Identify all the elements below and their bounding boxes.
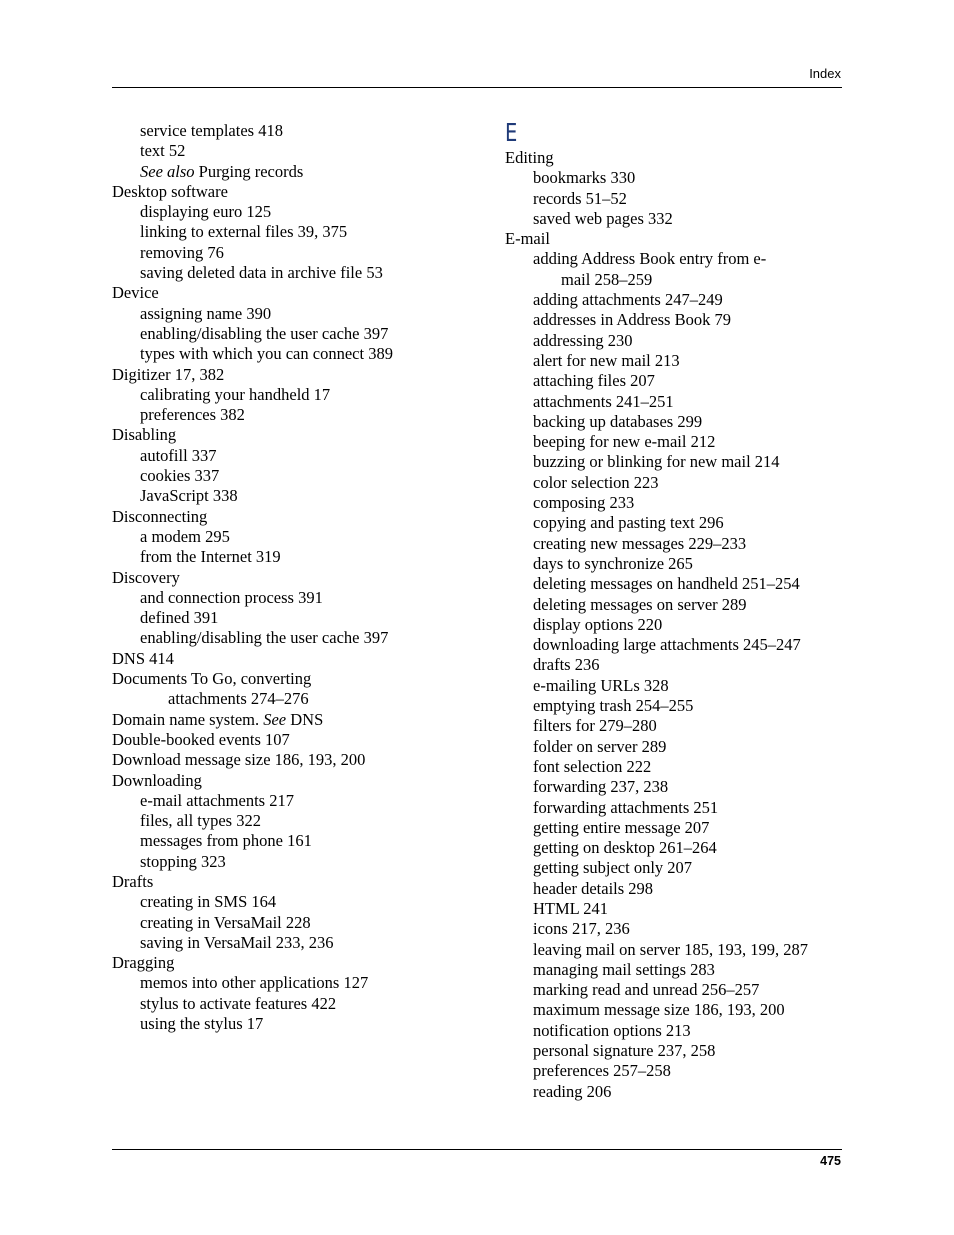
subentry-text: stylus to activate features 422 — [140, 993, 337, 1013]
index-subentry — [505, 493, 850, 513]
subentry-text: memos into other applications 127 — [140, 973, 369, 993]
subentry-text: saving in VersaMail 233, 236 — [140, 932, 334, 952]
index-subentry — [112, 202, 482, 222]
index-subentry — [505, 1021, 850, 1041]
index-subentry — [112, 324, 482, 344]
subentry-text: marking read and unread 256–257 — [533, 980, 760, 1000]
index-entry — [505, 229, 850, 249]
entry-text: Double-booked events 107 — [112, 729, 290, 749]
header-rule — [112, 87, 842, 88]
index-subentry — [505, 209, 850, 229]
entry-text: Digitizer 17, 382 — [112, 364, 225, 384]
index-subentry — [505, 574, 850, 594]
index-subentry — [112, 405, 482, 425]
subentry-text: files, all types 322 — [140, 811, 261, 831]
subentry-text: deleting messages on handheld 251–254 — [533, 574, 800, 594]
subentry-text: records 51–52 — [533, 188, 627, 208]
subentry-text: saved web pages 332 — [533, 208, 673, 228]
entry-continuation: mail 258–259 — [561, 269, 653, 289]
index-column-left — [112, 121, 482, 1034]
entry-text: Domain name system. — [112, 709, 264, 729]
subentry-text: addressing 230 — [533, 330, 633, 350]
index-subentry — [112, 831, 482, 851]
index-subentry — [505, 838, 850, 858]
index-subentry — [112, 892, 482, 912]
index-subentry — [505, 899, 850, 919]
subentry-text: adding Address Book entry from e- — [533, 249, 767, 269]
index-subentry — [505, 290, 850, 310]
index-subentry — [112, 973, 482, 993]
index-subentry — [112, 304, 482, 324]
index-subentry — [505, 716, 850, 736]
subentry-text: font selection 222 — [533, 756, 652, 776]
subentry-text: emptying trash 254–255 — [533, 696, 694, 716]
index-subentry — [112, 628, 482, 648]
index-subentry — [505, 777, 850, 797]
page-number: 475 — [820, 1154, 841, 1168]
subentry-text: JavaScript 338 — [140, 486, 238, 506]
entry-text: E-mail — [505, 229, 550, 249]
subentry-text: display options 220 — [533, 614, 663, 634]
index-entries-right — [505, 148, 850, 1102]
subentry-text: notification options 213 — [533, 1020, 691, 1040]
subentry-text: e-mailing URLs 328 — [533, 675, 669, 695]
index-subentry — [505, 798, 850, 818]
subentry-text: e-mail attachments 217 — [140, 790, 294, 810]
index-subentry — [505, 818, 850, 838]
index-subentry — [112, 852, 482, 872]
entry-text: Discovery — [112, 567, 180, 587]
index-subentry — [505, 1082, 850, 1102]
index-subentry — [505, 737, 850, 757]
index-subentry — [505, 392, 850, 412]
subentry-text: maximum message size 186, 193, 200 — [533, 1000, 785, 1020]
entry-text: Editing — [505, 148, 554, 167]
entry-text: Disabling — [112, 425, 177, 445]
index-subentry — [112, 121, 482, 141]
index-subentry — [505, 168, 850, 188]
index-column-right — [505, 118, 850, 1102]
subentry-text: removing 76 — [140, 242, 224, 262]
index-subentry — [505, 676, 850, 696]
subentry-text: forwarding 237, 238 — [533, 777, 669, 797]
subentry-text: types with which you can connect 389 — [140, 344, 393, 364]
subentry-text: copying and pasting text 296 — [533, 513, 724, 533]
index-subentry — [505, 595, 850, 615]
index-subentry — [505, 534, 850, 554]
index-subentry — [505, 1041, 850, 1061]
subentry-text: header details 298 — [533, 878, 654, 898]
index-subentry — [505, 249, 850, 290]
footer-rule — [112, 1149, 842, 1150]
subentry-text: backing up databases 299 — [533, 411, 703, 431]
entry-text: DNS 414 — [112, 648, 174, 668]
subentry-text: enabling/disabling the user cache 397 — [140, 628, 389, 648]
subentry-text: filters for 279–280 — [533, 716, 657, 736]
subentry-text: assigning name 390 — [140, 303, 272, 323]
subentry-text: downloading large attachments 245–247 — [533, 635, 801, 655]
index-entry — [505, 148, 850, 168]
index-subentry — [505, 615, 850, 635]
index-subentry — [505, 940, 850, 960]
index-subentry — [112, 446, 482, 466]
index-subentry — [112, 547, 482, 567]
subentry-text: calibrating your handheld 17 — [140, 384, 331, 404]
index-subentry — [505, 858, 850, 878]
index-entry — [112, 710, 482, 730]
entry-continuation: attachments 274–276 — [168, 689, 309, 709]
entry-text: Downloading — [112, 770, 202, 790]
subentry-text: text 52 — [140, 141, 186, 161]
index-subentry — [505, 757, 850, 777]
index-subentry — [505, 473, 850, 493]
subentry-text: days to synchronize 265 — [533, 553, 693, 573]
subentry-text: addresses in Address Book 79 — [533, 310, 731, 330]
entry-target: DNS — [286, 709, 324, 729]
index-subentry — [112, 263, 482, 283]
subentry-text: cookies 337 — [140, 466, 220, 486]
subentry-text: autofill 337 — [140, 445, 217, 465]
index-subentry — [112, 466, 482, 486]
index-subentry — [112, 344, 482, 364]
subentry-text: deleting messages on server 289 — [533, 594, 747, 614]
index-entry — [112, 750, 482, 770]
index-subentry — [112, 1014, 482, 1034]
see-also-reference: See also — [140, 161, 195, 181]
subentry-text: bookmarks 330 — [533, 168, 636, 188]
index-entry — [112, 669, 482, 710]
index-subentry — [112, 608, 482, 628]
subentry-text: using the stylus 17 — [140, 1014, 264, 1034]
subentry-text: folder on server 289 — [533, 736, 667, 756]
subentry-text: preferences 382 — [140, 405, 245, 425]
index-subentry — [112, 588, 482, 608]
index-subentry — [112, 994, 482, 1014]
entry-text: Desktop software — [112, 181, 228, 201]
subentry-text: attachments 241–251 — [533, 391, 674, 411]
subentry-text: enabling/disabling the user cache 397 — [140, 323, 389, 343]
index-subentry — [112, 141, 482, 161]
subentry-text: from the Internet 319 — [140, 547, 281, 567]
index-subentry — [505, 189, 850, 209]
entry-text: Dragging — [112, 953, 175, 973]
index-subentry — [505, 452, 850, 472]
subentry-text: displaying euro 125 — [140, 202, 272, 222]
subentry-text: attaching files 207 — [533, 371, 655, 391]
entry-text: Disconnecting — [112, 506, 208, 526]
index-subentry — [112, 222, 482, 242]
index-entry — [112, 507, 482, 527]
entry-text: Device — [112, 283, 159, 303]
index-entry — [112, 365, 482, 385]
subentry-text: Purging records — [194, 161, 304, 181]
index-subentry — [505, 412, 850, 432]
subentry-text: creating in SMS 164 — [140, 892, 277, 912]
subentry-text: getting on desktop 261–264 — [533, 838, 717, 858]
see-reference: See — [263, 709, 287, 729]
section-letter: E — [505, 118, 518, 147]
subentry-text: leaving mail on server 185, 193, 199, 287 — [533, 939, 808, 959]
index-subentry — [112, 162, 482, 182]
index-subentry — [112, 527, 482, 547]
subentry-text: personal signature 237, 258 — [533, 1041, 716, 1061]
index-subentry — [505, 655, 850, 675]
subentry-text: HTML 241 — [533, 898, 609, 918]
index-subentry — [112, 486, 482, 506]
subentry-text: preferences 257–258 — [533, 1061, 671, 1081]
index-subentry — [112, 933, 482, 953]
index-entry — [112, 425, 482, 445]
subentry-text: drafts 236 — [533, 655, 600, 675]
index-subentry — [505, 554, 850, 574]
index-subentry — [505, 879, 850, 899]
index-entry — [112, 953, 482, 973]
subentry-text: getting entire message 207 — [533, 817, 710, 837]
index-subentry — [112, 243, 482, 263]
subentry-text: forwarding attachments 251 — [533, 797, 719, 817]
index-entry — [112, 771, 482, 791]
subentry-text: messages from phone 161 — [140, 831, 312, 851]
subentry-text: beeping for new e-mail 212 — [533, 432, 716, 452]
subentry-text: stopping 323 — [140, 851, 226, 871]
index-subentry — [505, 696, 850, 716]
subentry-text: getting subject only 207 — [533, 858, 693, 878]
index-subentry — [505, 1061, 850, 1081]
index-entry — [112, 872, 482, 892]
subentry-text: linking to external files 39, 375 — [140, 222, 348, 242]
index-subentry — [505, 371, 850, 391]
index-subentry — [505, 1000, 850, 1020]
subentry-text: defined 391 — [140, 608, 219, 628]
index-entry — [112, 182, 482, 202]
subentry-text: creating in VersaMail 228 — [140, 912, 311, 932]
subentry-text: a modem 295 — [140, 526, 230, 546]
index-subentry — [505, 635, 850, 655]
index-subentry — [505, 432, 850, 452]
subentry-text: reading 206 — [533, 1081, 612, 1101]
index-subentry — [505, 980, 850, 1000]
entry-text: Download message size 186, 193, 200 — [112, 750, 366, 770]
index-subentry — [112, 811, 482, 831]
subentry-text: creating new messages 229–233 — [533, 533, 747, 553]
subentry-text: and connection process 391 — [140, 587, 323, 607]
subentry-text: icons 217, 236 — [533, 919, 630, 939]
index-entry — [112, 568, 482, 588]
subentry-text: adding attachments 247–249 — [533, 290, 723, 310]
index-subentry — [112, 385, 482, 405]
entry-text: Documents To Go, converting — [112, 669, 312, 689]
index-subentry — [505, 310, 850, 330]
subentry-text: service templates 418 — [140, 121, 283, 140]
subentry-text: color selection 223 — [533, 472, 659, 492]
subentry-text: saving deleted data in archive file 53 — [140, 263, 383, 283]
running-header: Index — [809, 66, 841, 81]
index-subentry — [505, 919, 850, 939]
index-subentry — [505, 331, 850, 351]
entry-text: Drafts — [112, 871, 154, 891]
subentry-text: composing 233 — [533, 493, 635, 513]
index-subentry — [505, 960, 850, 980]
index-subentry — [112, 791, 482, 811]
index-subentry — [112, 913, 482, 933]
index-entry — [112, 730, 482, 750]
index-entry — [112, 283, 482, 303]
subentry-text: buzzing or blinking for new mail 214 — [533, 452, 780, 472]
subentry-text: alert for new mail 213 — [533, 350, 680, 370]
subentry-text: managing mail settings 283 — [533, 959, 715, 979]
index-entry — [112, 649, 482, 669]
index-subentry — [505, 351, 850, 371]
index-subentry — [505, 513, 850, 533]
